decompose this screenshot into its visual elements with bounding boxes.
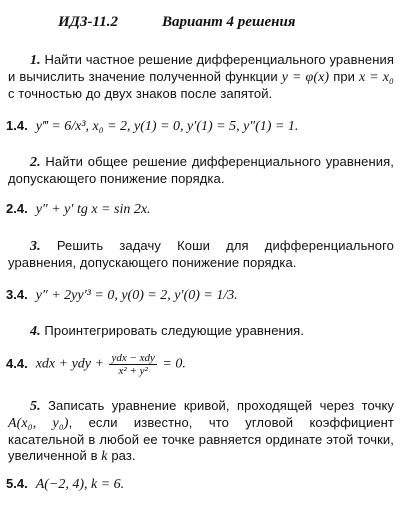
task-math: A(x₀, y₀) bbox=[8, 416, 69, 431]
equation-5-4 bbox=[6, 476, 124, 493]
equation-expr: xdx + ydy + bbox=[35, 356, 108, 372]
task-math: x = x₀ bbox=[359, 70, 395, 85]
task-text: с точностью до двух знаков после запятой. bbox=[8, 86, 273, 101]
task-number: 4. bbox=[30, 324, 41, 339]
task-text: раз. bbox=[107, 448, 136, 463]
task-text: Записать уравнение кривой, проходящей через точку bbox=[48, 398, 395, 413]
fraction bbox=[109, 352, 156, 377]
task-math: y = φ(x) bbox=[281, 70, 330, 85]
header-title: ИДЗ-11.2 bbox=[58, 14, 118, 30]
equation-expr: y″ + y′ tg x = sin 2x. bbox=[35, 202, 151, 217]
equation-label: 4.4. bbox=[6, 355, 28, 371]
equation-expr: A(−2, 4), k = 6. bbox=[35, 477, 125, 492]
task-number: 3. bbox=[30, 239, 41, 254]
task-4 bbox=[8, 323, 394, 340]
equation-label: 1.4. bbox=[6, 118, 28, 133]
equation-expr: = 0. bbox=[158, 356, 186, 372]
equation-expr: y″ + 2yy′³ = 0, y(0) = 2, y′(0) = 1/3. bbox=[35, 288, 238, 303]
task-2 bbox=[8, 154, 394, 187]
task-text: Проинтегрировать следующие уравнения. bbox=[44, 323, 305, 338]
task-math: k bbox=[101, 449, 108, 464]
task-5 bbox=[8, 398, 394, 465]
fraction-denominator: x² + y² bbox=[118, 365, 148, 377]
fraction-numerator: ydx − xdy bbox=[111, 352, 155, 364]
task-text: , если известно, что угловой коэффициент касательной в любой ее точке равняется ординате этой точки, увеличенной в bbox=[8, 415, 394, 463]
task-3 bbox=[8, 238, 394, 271]
task-text: Найти частное решение дифференциального уравнения и вычислить значение полученной функции bbox=[8, 52, 394, 84]
equation-label: 3.4. bbox=[6, 287, 28, 302]
task-1 bbox=[8, 52, 394, 102]
task-text: Найти общее решение дифференциального уравнения, допускающего понижение порядка. bbox=[8, 154, 394, 186]
equation-2-4 bbox=[6, 201, 151, 218]
equation-label: 5.4. bbox=[6, 476, 28, 491]
equation-expr: y‴ = 6/x³, x₀ = 2, y(1) = 0, y′(1) = 5, y″(1) = 1. bbox=[35, 119, 299, 134]
equation-1-4 bbox=[6, 118, 298, 135]
equation-4-4 bbox=[6, 352, 186, 377]
equation-3-4 bbox=[6, 287, 238, 304]
task-text: Решить задачу Коши для дифференциального уравнения, допускающего понижение порядка. bbox=[8, 238, 394, 270]
header-variant: Вариант 4 решения bbox=[161, 14, 296, 30]
task-number: 5. bbox=[30, 399, 41, 414]
header bbox=[58, 14, 296, 31]
task-text: при bbox=[329, 69, 360, 84]
equation-label: 2.4. bbox=[6, 201, 28, 216]
task-number: 2. bbox=[30, 155, 41, 170]
task-number: 1. bbox=[30, 53, 41, 68]
